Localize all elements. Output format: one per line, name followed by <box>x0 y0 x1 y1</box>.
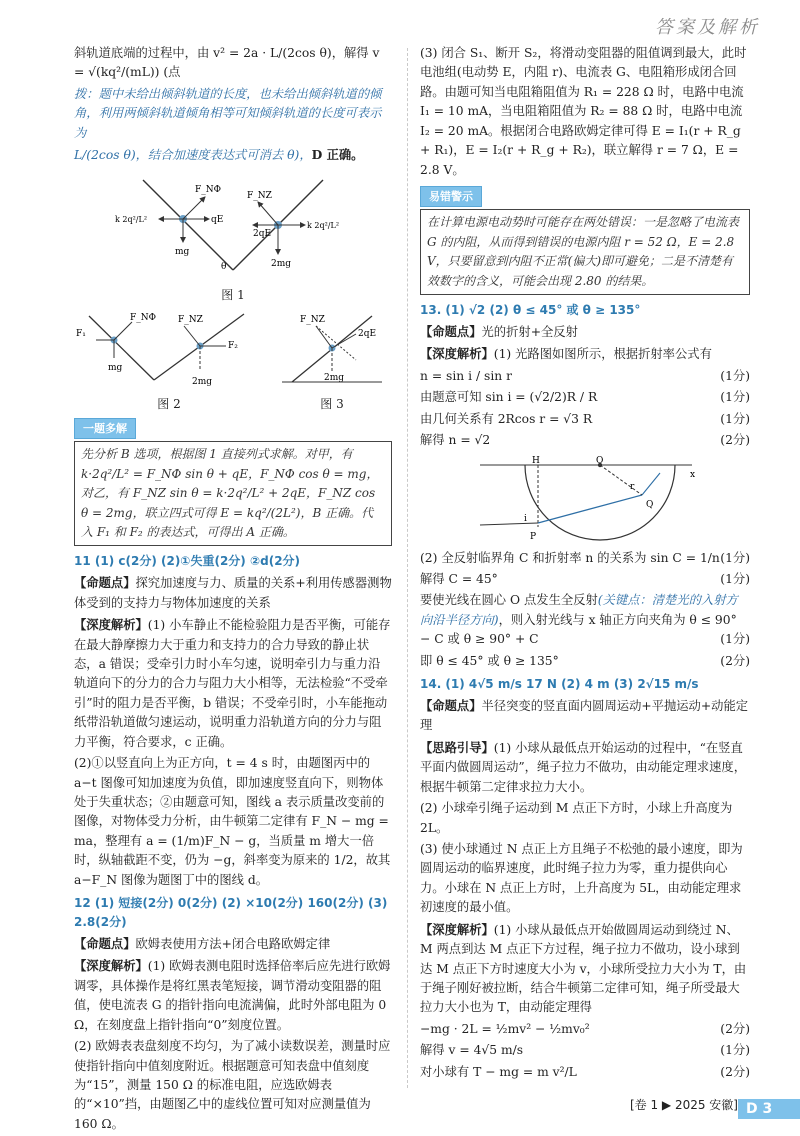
q13-answer-head: 13. (1) √2 (2) θ ≤ 45° 或 θ ≥ 135° <box>420 303 641 318</box>
q11-answer-head: 11 (1) c(2分) (2)①失重(2分) ②d(2分) <box>74 554 301 569</box>
q14-eq-3 <box>420 1063 750 1082</box>
q13-fig-q: Q <box>646 499 654 510</box>
fig2-mg: mg <box>108 363 123 374</box>
q11-analysis-text-1: (1) 小车静止不能检验阻力是否平衡，可能存在最大静摩擦力大于重力和支持力的合力导致的静止状态，a 错误；受牵引力时小车匀速，说明牵引力与重力沿轨道向下的分力的合力与阻力大小相等，无法检验“不受牵引”时的阻力是否平衡，b 错误；不受牵引时，小车能拖动纸带沿轨道做匀速运动，说明重力沿轨道方向的分力与阻力平衡，符合要求，c 正确。 <box>74 618 391 749</box>
fig3-2qe: 2qE <box>358 329 377 340</box>
q13-part2-score: (1分) <box>720 632 750 647</box>
q13-eq-5 <box>420 549 750 568</box>
q14-eq-3-score: (2分) <box>720 1064 750 1079</box>
q13-analysis-intro <box>420 344 750 364</box>
q10-hint-formula: L/(2cos θ)，结合加速度表达式可消去 θ)， <box>74 148 312 163</box>
page-header-title: 答案及解析 <box>655 17 760 38</box>
fig1-mg: mg <box>175 246 190 257</box>
q14-eq-3-text: 对小球有 T − mg = m v²/L <box>420 1064 577 1079</box>
multi-solution-box: 先分析 B 选项，根据图 1 直接列式求解。对甲，有 k·2q²/L² = F_NΦ sin θ + qE，F_NΦ cos θ = mg，对乙，有 F_NZ sin θ = k·2q²/L² + 2qE，F_NZ cos θ = 2mg，联立四式可得 E = kq²/(2L²)，B 正确。代入 F₁ 和 F₂ 的表达式，可得出 A 正确。 <box>74 441 392 546</box>
q10-conclusion: D 正确。 <box>311 147 364 163</box>
q14-guide-1 <box>420 738 750 797</box>
q14-guide-3: (3) 使小球通过 N 点正上方且绳子不松弛的最小速度，即为圆周运动的临界速度，此时绳子拉力为零，重力提供向心力。小球在 N 点正上方时，上升高度为 5L，由动能定理求初速度的最小值。 <box>420 842 743 915</box>
q13-eq-7-text: 即 θ ≤ 45° 或 θ ≥ 135° <box>420 653 559 668</box>
q14-eq-1-score: (2分) <box>720 1021 750 1036</box>
figure-2 <box>74 306 264 413</box>
figure-2-diagram <box>74 306 264 388</box>
figure-1-diagram <box>113 170 353 282</box>
q14-analysis-text-1: (1) 小球从最低点开始做圆周运动到绕过 N、M 两点到达 M 点正下方过程，绳子拉力不做功，设小球到达 M 点正下方时速度大小为 v，小球所受拉力大小为 T，由于绳子刚好被拉断，结合牛顿第二定律可知，绳子所受最大拉力大小也为 T，由动能定理得 <box>420 922 747 1015</box>
q14-topic-text: 半径突变的竖直面内圆周运动+平抛运动+动能定理 <box>420 699 749 733</box>
fig1-2qe: 2qE <box>253 228 272 239</box>
fig3-fnz: F_NZ <box>300 315 325 326</box>
page-footer-label: [卷 1 ▶ 2025 安徽] <box>629 1098 738 1113</box>
q13-eq-1-text: n = sin i / sin r <box>420 368 512 383</box>
fig2-fn: F_NΦ <box>130 313 156 324</box>
q12-analysis-tag: 【深度解析】 <box>74 958 148 974</box>
q11-analysis-2: (2)①以竖直向上为正方向，t = 4 s 时，由题图丙中的 a−t 图像可知加速度为负值，即加速度竖直向下，则物体处于失重状态；②由题意可知，图线 a 表示质量改变前的图像，对物体受力分析，由牛顿第二定律有 F_N − mg = ma，整理有 a = (1/m)F_N − g，当质量 m 增大一倍时，纵轴截距不变，仍为 −g，斜率变为原来的 1/2，故其 a−F_N 图像为题图丁中的图线 d。 <box>74 756 391 887</box>
q13-eq-5-score: (1分) <box>720 550 750 565</box>
figure-3 <box>272 306 392 413</box>
q13-fig-h: H <box>532 455 540 466</box>
q10-hint: 拨：题中未给出倾斜轨道的长度，也未给出倾斜轨道的倾角，利用两倾斜轨道倾角相等可知倾斜轨道的长度可表示为 <box>74 86 382 140</box>
figure-3-label: 图 3 <box>320 396 344 411</box>
column-divider <box>407 48 408 1088</box>
q14-guide-2: (2) 小球牵引绳子运动到 M 点正下方时，小球上升高度为 2L。 <box>420 801 733 835</box>
q13-eq-4 <box>420 431 750 450</box>
q13-eq-1 <box>420 367 750 386</box>
q13-eq-2-score: (1分) <box>720 390 750 405</box>
q14-topic <box>420 696 750 736</box>
q11-topic-text: 探究加速度与力、质量的关系+利用传感器测物体受到的支持力与物体加速度的关系 <box>74 576 392 610</box>
common-mistake-box: 在计算电源电动势时可能存在两处错误：一是忽略了电流表 G 的内阻，从而得到错误的电源内阻 r = 52 Ω，E = 2.8 V，只要留意到内阻不正常(偏大)即可避免；二是不清楚有效数字的含义，可能会出现 2.80 的结果。 <box>420 209 750 295</box>
q13-fig-x: x <box>690 469 696 480</box>
fig1-theta: θ <box>221 261 227 272</box>
q14-analysis-1 <box>420 920 750 1018</box>
q13-eq-4-text: 解得 n = √2 <box>420 433 491 448</box>
q14-eq-2-text: 解得 v = 4√5 m/s <box>420 1043 524 1058</box>
figure-2-label: 图 2 <box>157 396 181 411</box>
q10-continuation: 斜轨道底端的过程中，由 v² = 2a · L/(2cos θ)，解得 v = √(kq²/(mL)) (点 <box>74 46 380 80</box>
q12-topic-tag: 【命题点】 <box>74 936 136 952</box>
q13-eq-6 <box>420 570 750 589</box>
figure-3-diagram <box>272 306 392 388</box>
q13-eq-5-text: (2) 全反射临界角 C 和折射率 n 的关系为 sin C = 1/n <box>420 550 720 565</box>
q13-eq-2-text: 由题意可知 sin i = (√2/2)R / R <box>420 390 598 405</box>
common-mistake-badge: 易错警示 <box>420 186 482 207</box>
q13-analysis-intro-text: (1) 光路图如图所示，根据折射率公式有 <box>493 347 712 362</box>
q11-analysis-1 <box>74 615 392 752</box>
q13-eq-2 <box>420 388 750 407</box>
q14-eq-2-score: (1分) <box>720 1043 750 1058</box>
q13-eq-3-score: (1分) <box>720 411 750 426</box>
q13-fig-p: P <box>530 531 537 542</box>
q14-eq-1 <box>420 1020 750 1039</box>
q12-topic <box>74 934 392 954</box>
q10-hint-end <box>74 145 392 165</box>
q11-topic-tag: 【命题点】 <box>74 575 136 591</box>
q13-fig-r: r <box>630 481 635 492</box>
q13-eq-7 <box>420 652 750 671</box>
q14-eq-2 <box>420 1041 750 1060</box>
q12-topic-text: 欧姆表使用方法+闭合电路欧姆定律 <box>135 937 331 952</box>
q13-light-path-diagram <box>470 455 700 545</box>
q12-answer-head: 12 (1) 短接(2分) 0(2分) (2) ×10(2分) 160(2分) (3) 2.8(2分) <box>74 896 388 930</box>
fig2-f2: F₂ <box>228 341 238 352</box>
fig3-2mg: 2mg <box>324 373 345 384</box>
q14-guide-text-1: (1) 小球从最低点开始运动的过程中，“在竖直平面内做圆周运动”，绳子拉力不做功，由动能定理求速度，根据牛顿第二定律求拉力大小。 <box>420 740 747 794</box>
q13-part2-a: 要使光线在圆心 O 点发生全反射 <box>420 593 598 608</box>
fig1-k: k 2q²/L² <box>115 214 148 224</box>
q13-eq-6-text: 解得 C = 45° <box>420 571 498 586</box>
q13-analysis-tag: 【深度解析】 <box>420 346 494 362</box>
q13-fig-o: O <box>596 455 604 466</box>
fig1-fn: F_NΦ <box>195 184 221 195</box>
q13-eq-4-score: (2分) <box>720 433 750 448</box>
q11-analysis-tag: 【深度解析】 <box>74 617 148 633</box>
left-column <box>74 44 392 1136</box>
q12-analysis-text-1: (1) 欧姆表测电阻时选择倍率后应先进行欧姆调零，具体操作是将红黑表笔短接，调节滑动变阻器的阻值，使电流表 G 的指针指向电流满偏，此时外部电阻为 0 Ω，在刻度盘上指针指向“0”刻度位置。 <box>74 959 391 1032</box>
q13-eq-3 <box>420 410 750 429</box>
fig2-2mg: 2mg <box>192 377 213 388</box>
q13-topic <box>420 322 750 342</box>
fig1-k2: k 2q²/L² <box>307 220 340 230</box>
q13-eq-7-score: (2分) <box>720 653 750 668</box>
q12-analysis-2: (2) 欧姆表表盘刻度不均匀，为了减小读数误差，测量时应使指针指向中值刻度附近。根据题意可知表盘中值刻度为“15”，测量 150 Ω 的标准电阻，应选欧姆表的“×10”挡，由题图乙中的虚线位置可知对应测量值为 160 Ω。 <box>74 1039 391 1131</box>
q14-topic-tag: 【命题点】 <box>420 698 482 714</box>
q14-answer-head: 14. (1) 4√5 m/s 17 N (2) 4 m (3) 2√15 m/s <box>420 677 699 692</box>
q14-analysis-tag: 【深度解析】 <box>420 921 494 937</box>
page-number-tab: D 3 <box>738 1099 800 1119</box>
fig2-fnz: F_NZ <box>178 315 203 326</box>
q12-analysis-3: (3) 闭合 S₁、断开 S₂，将滑动变阻器的阻值调到最大，此时电池组(电动势 E，内阻 r)、电流表 G、电阻箱形成闭合回路。由题可知当电阻箱阻值为 R₁ = 228 Ω 时，电路中电流 I₁ = 10 mA，当电阻箱阻值为 R₂ = 88 Ω 时，电路中电流 I₂ = 20 mA。根据闭合电路欧姆定律可得 E = I₁(r + R_g + R₁)，E = I₂(r + R_g + R₂)，联立解得 r = 7 Ω，E = 2.8 V。 <box>420 46 747 177</box>
figure-2-3-row <box>74 306 392 413</box>
q13-fig-i: i <box>524 513 527 524</box>
q11-topic <box>74 573 392 613</box>
q12-analysis-1 <box>74 956 392 1035</box>
figure-1-label: 图 1 <box>221 287 245 302</box>
q13-part2-b: ，则入射光线与 x 轴正方向夹角为 θ ≤ 90° − C 或 θ ≥ 90° + C <box>420 612 737 647</box>
q13-topic-tag: 【命题点】 <box>420 324 482 340</box>
q13-eq-6-score: (1分) <box>720 571 750 586</box>
q13-eq-3-text: 由几何关系有 2Rcos r = √3 R <box>420 411 593 426</box>
multi-solution-badge: 一题多解 <box>74 418 136 439</box>
fig1-2mg: 2mg <box>271 258 292 269</box>
fig2-f1: F₁ <box>76 329 86 340</box>
right-column <box>420 44 750 1084</box>
q14-eq-1-text: −mg · 2L = ½mv² − ½mv₀² <box>420 1021 590 1036</box>
q13-eq-1-score: (1分) <box>720 368 750 383</box>
fig1-fnz: F_NZ <box>247 190 272 201</box>
q13-part2-text <box>420 591 750 649</box>
q13-topic-text: 光的折射+全反射 <box>481 325 578 340</box>
fig1-qe: qE <box>211 214 224 225</box>
q13-part2-hint: (关键点：清楚光的入射方向沿半径方向) <box>420 593 738 627</box>
q14-guide-tag: 【思路引导】 <box>420 739 494 755</box>
